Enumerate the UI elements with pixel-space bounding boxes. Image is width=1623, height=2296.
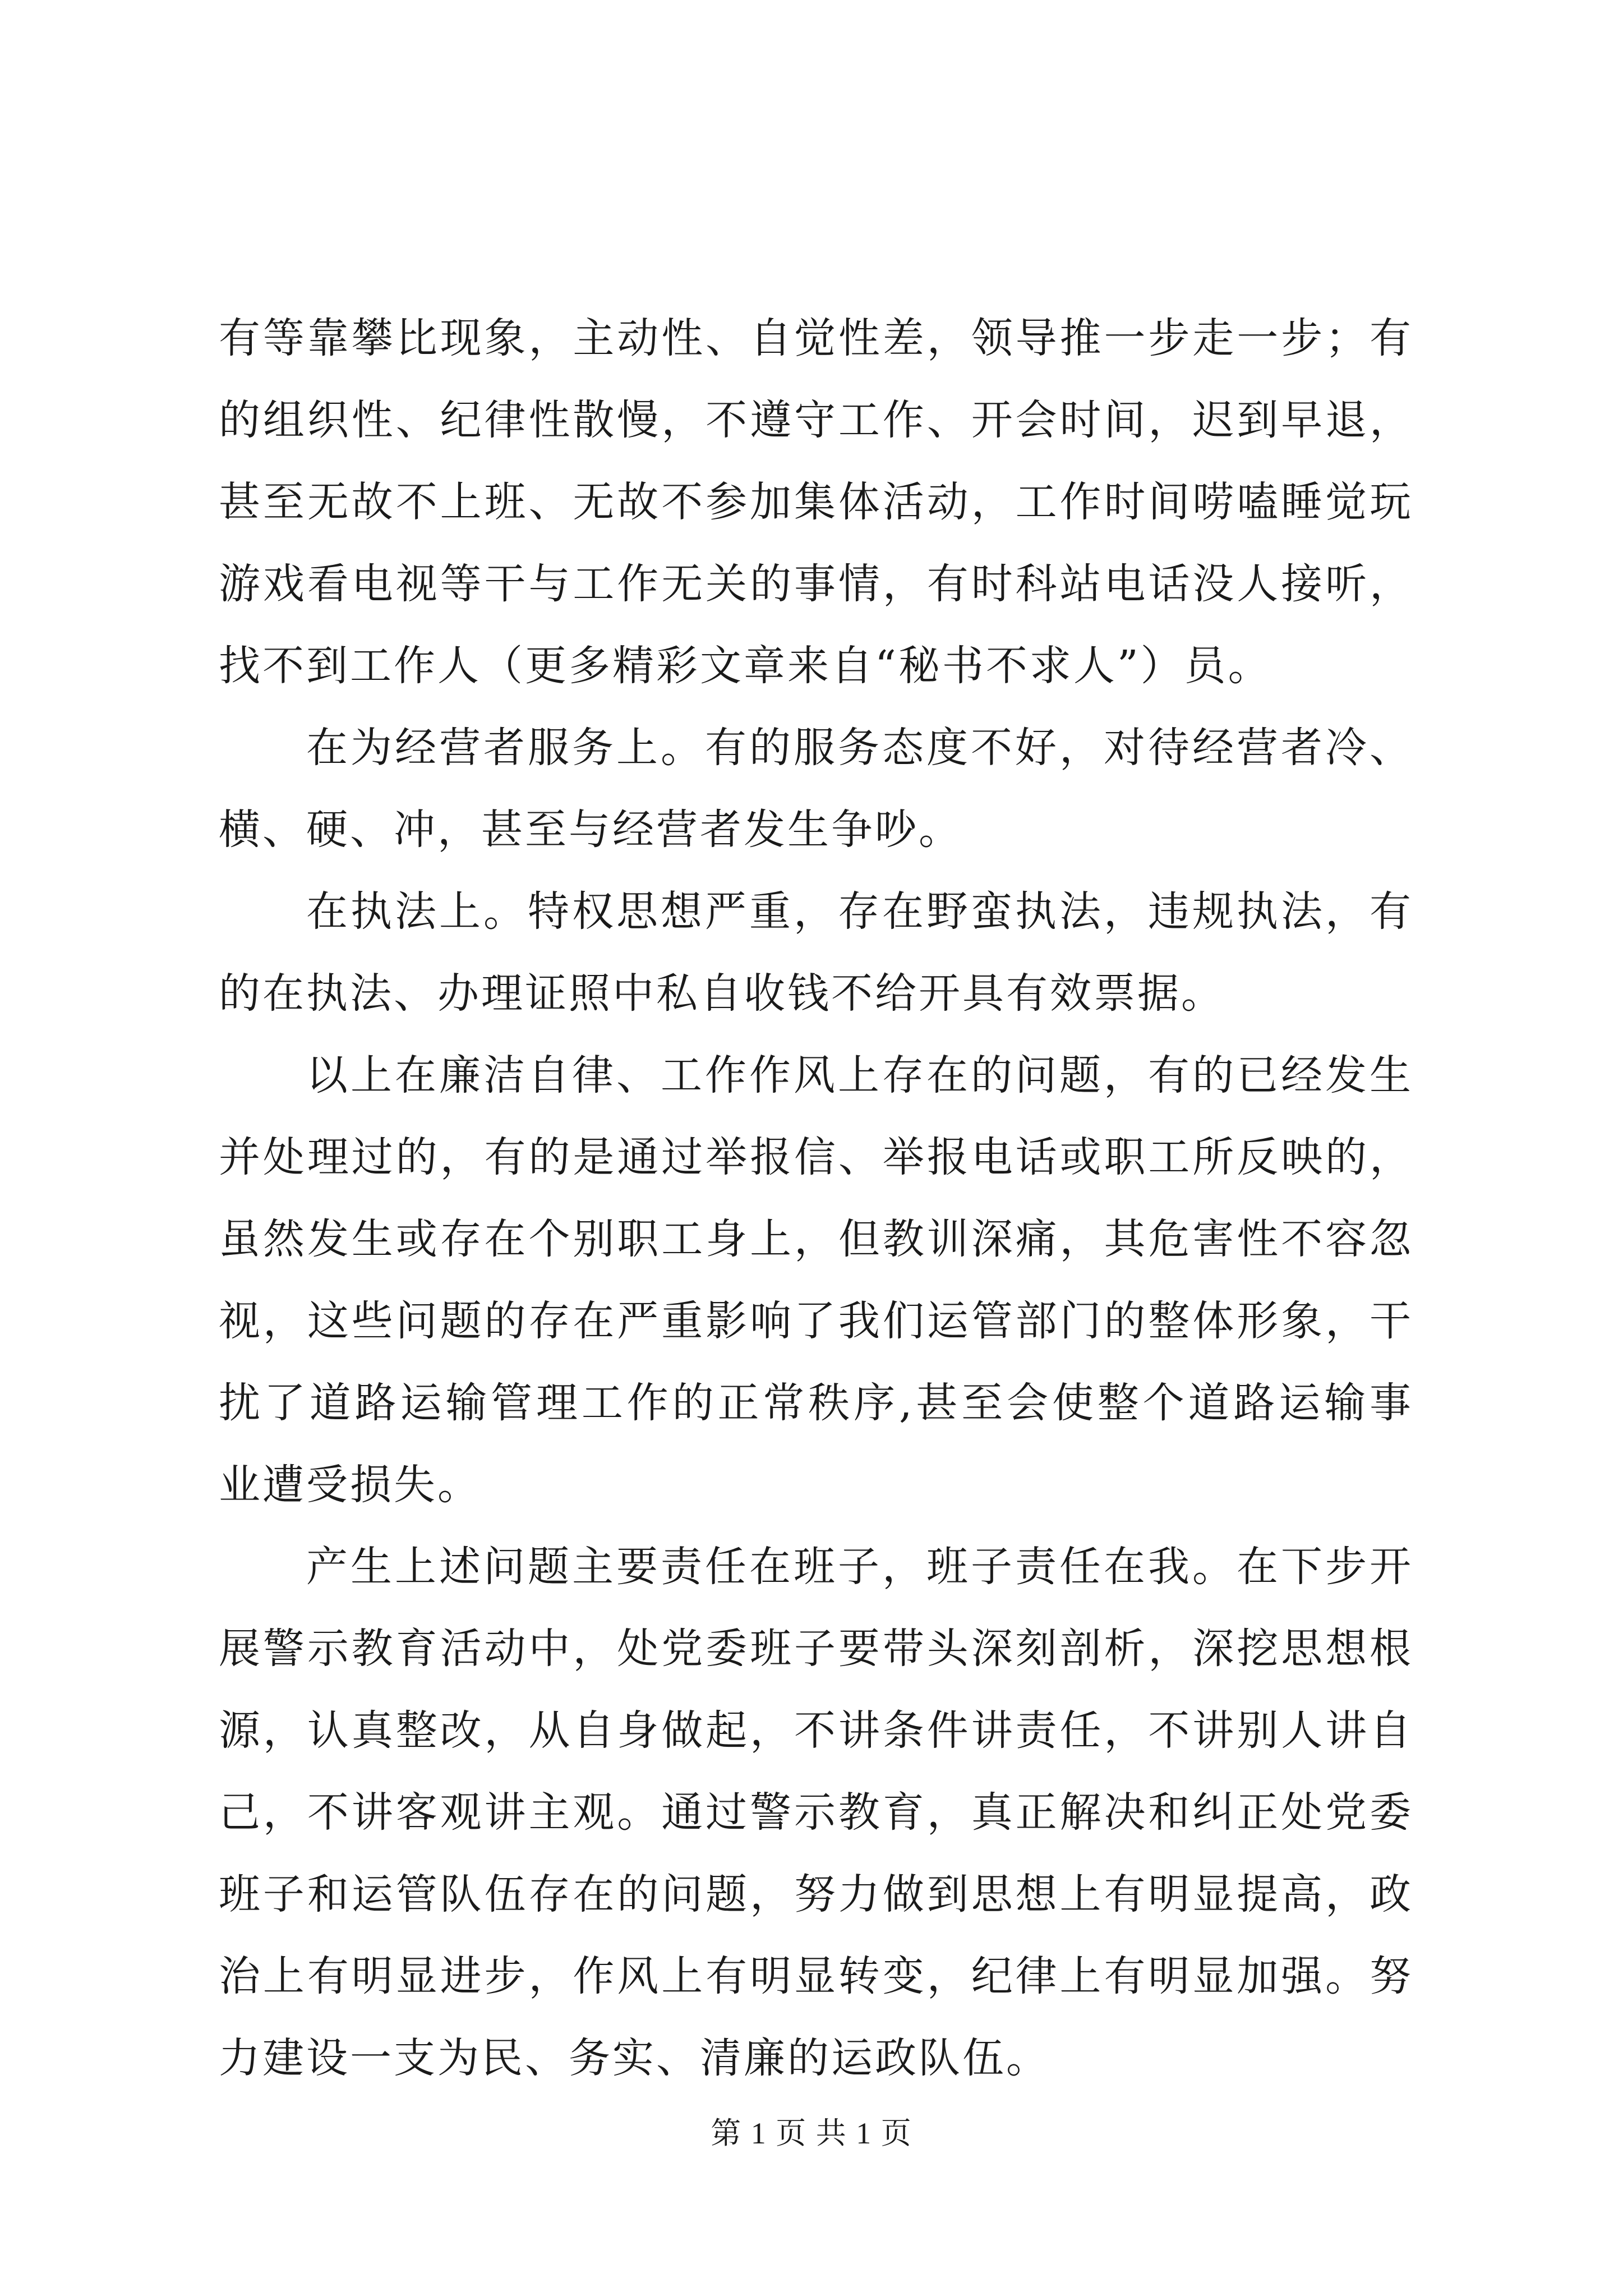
paragraph-law-enforcement: 在执法上。特权思想严重，存在野蛮执法，违规执法，有的在执法、办理证照中私自收钱不给开具有效票据。: [219, 887, 1413, 1018]
paragraph-responsibility: 产生上述问题主要责任在班子，班子责任在我。在下步开展警示教育活动中，处党委班子要带头深刻剖析，深挖思想根源，认真整改，从自身做起，不讲条件讲责任，不讲别人讲自己，不讲客观讲主观。通过警示教育，真正解决和纠正处党委班子和运管队伍存在的问题，努力做到思想上有明显提高，政治上有明显进步，作风上有明显转变，纪律上有明显加强。努力建设一支为民、务实、清廉的运政队伍。: [219, 1543, 1413, 2082]
paragraph-problems-summary: 以上在廉洁自律、工作作风上存在的问题，有的已经发生并处理过的，有的是通过举报信、举报电话或职工所反映的，虽然发生或存在个别职工身上，但教训深痛，其危害性不容忽视，这些问题的存在严重影响了我们运管部门的整体形象，干扰了道路运输管理工作的正常秩序,甚至会使整个道路运输事业遭受损失。: [219, 1051, 1413, 1509]
page-footer: 第 1 页 共 1 页: [711, 2116, 912, 2150]
paragraph-continued: 有等靠攀比现象，主动性、自觉性差，领导推一步走一步；有的组织性、纪律性散慢，不遵守工作、开会时间，迟到早退，甚至无故不上班、无故不参加集体活动，工作时间唠嗑睡觉玩游戏看电视等干与工作无关的事情，有时科站电话没人接听，找不到工作人（更多精彩文章来自“秘书不求人”）员。: [219, 314, 1413, 690]
document-body: [219, 297, 1413, 2099]
paragraph-service: 在为经营者服务上。有的服务态度不好，对待经营者冷、横、硬、冲，甚至与经营者发生争吵。: [219, 724, 1413, 854]
